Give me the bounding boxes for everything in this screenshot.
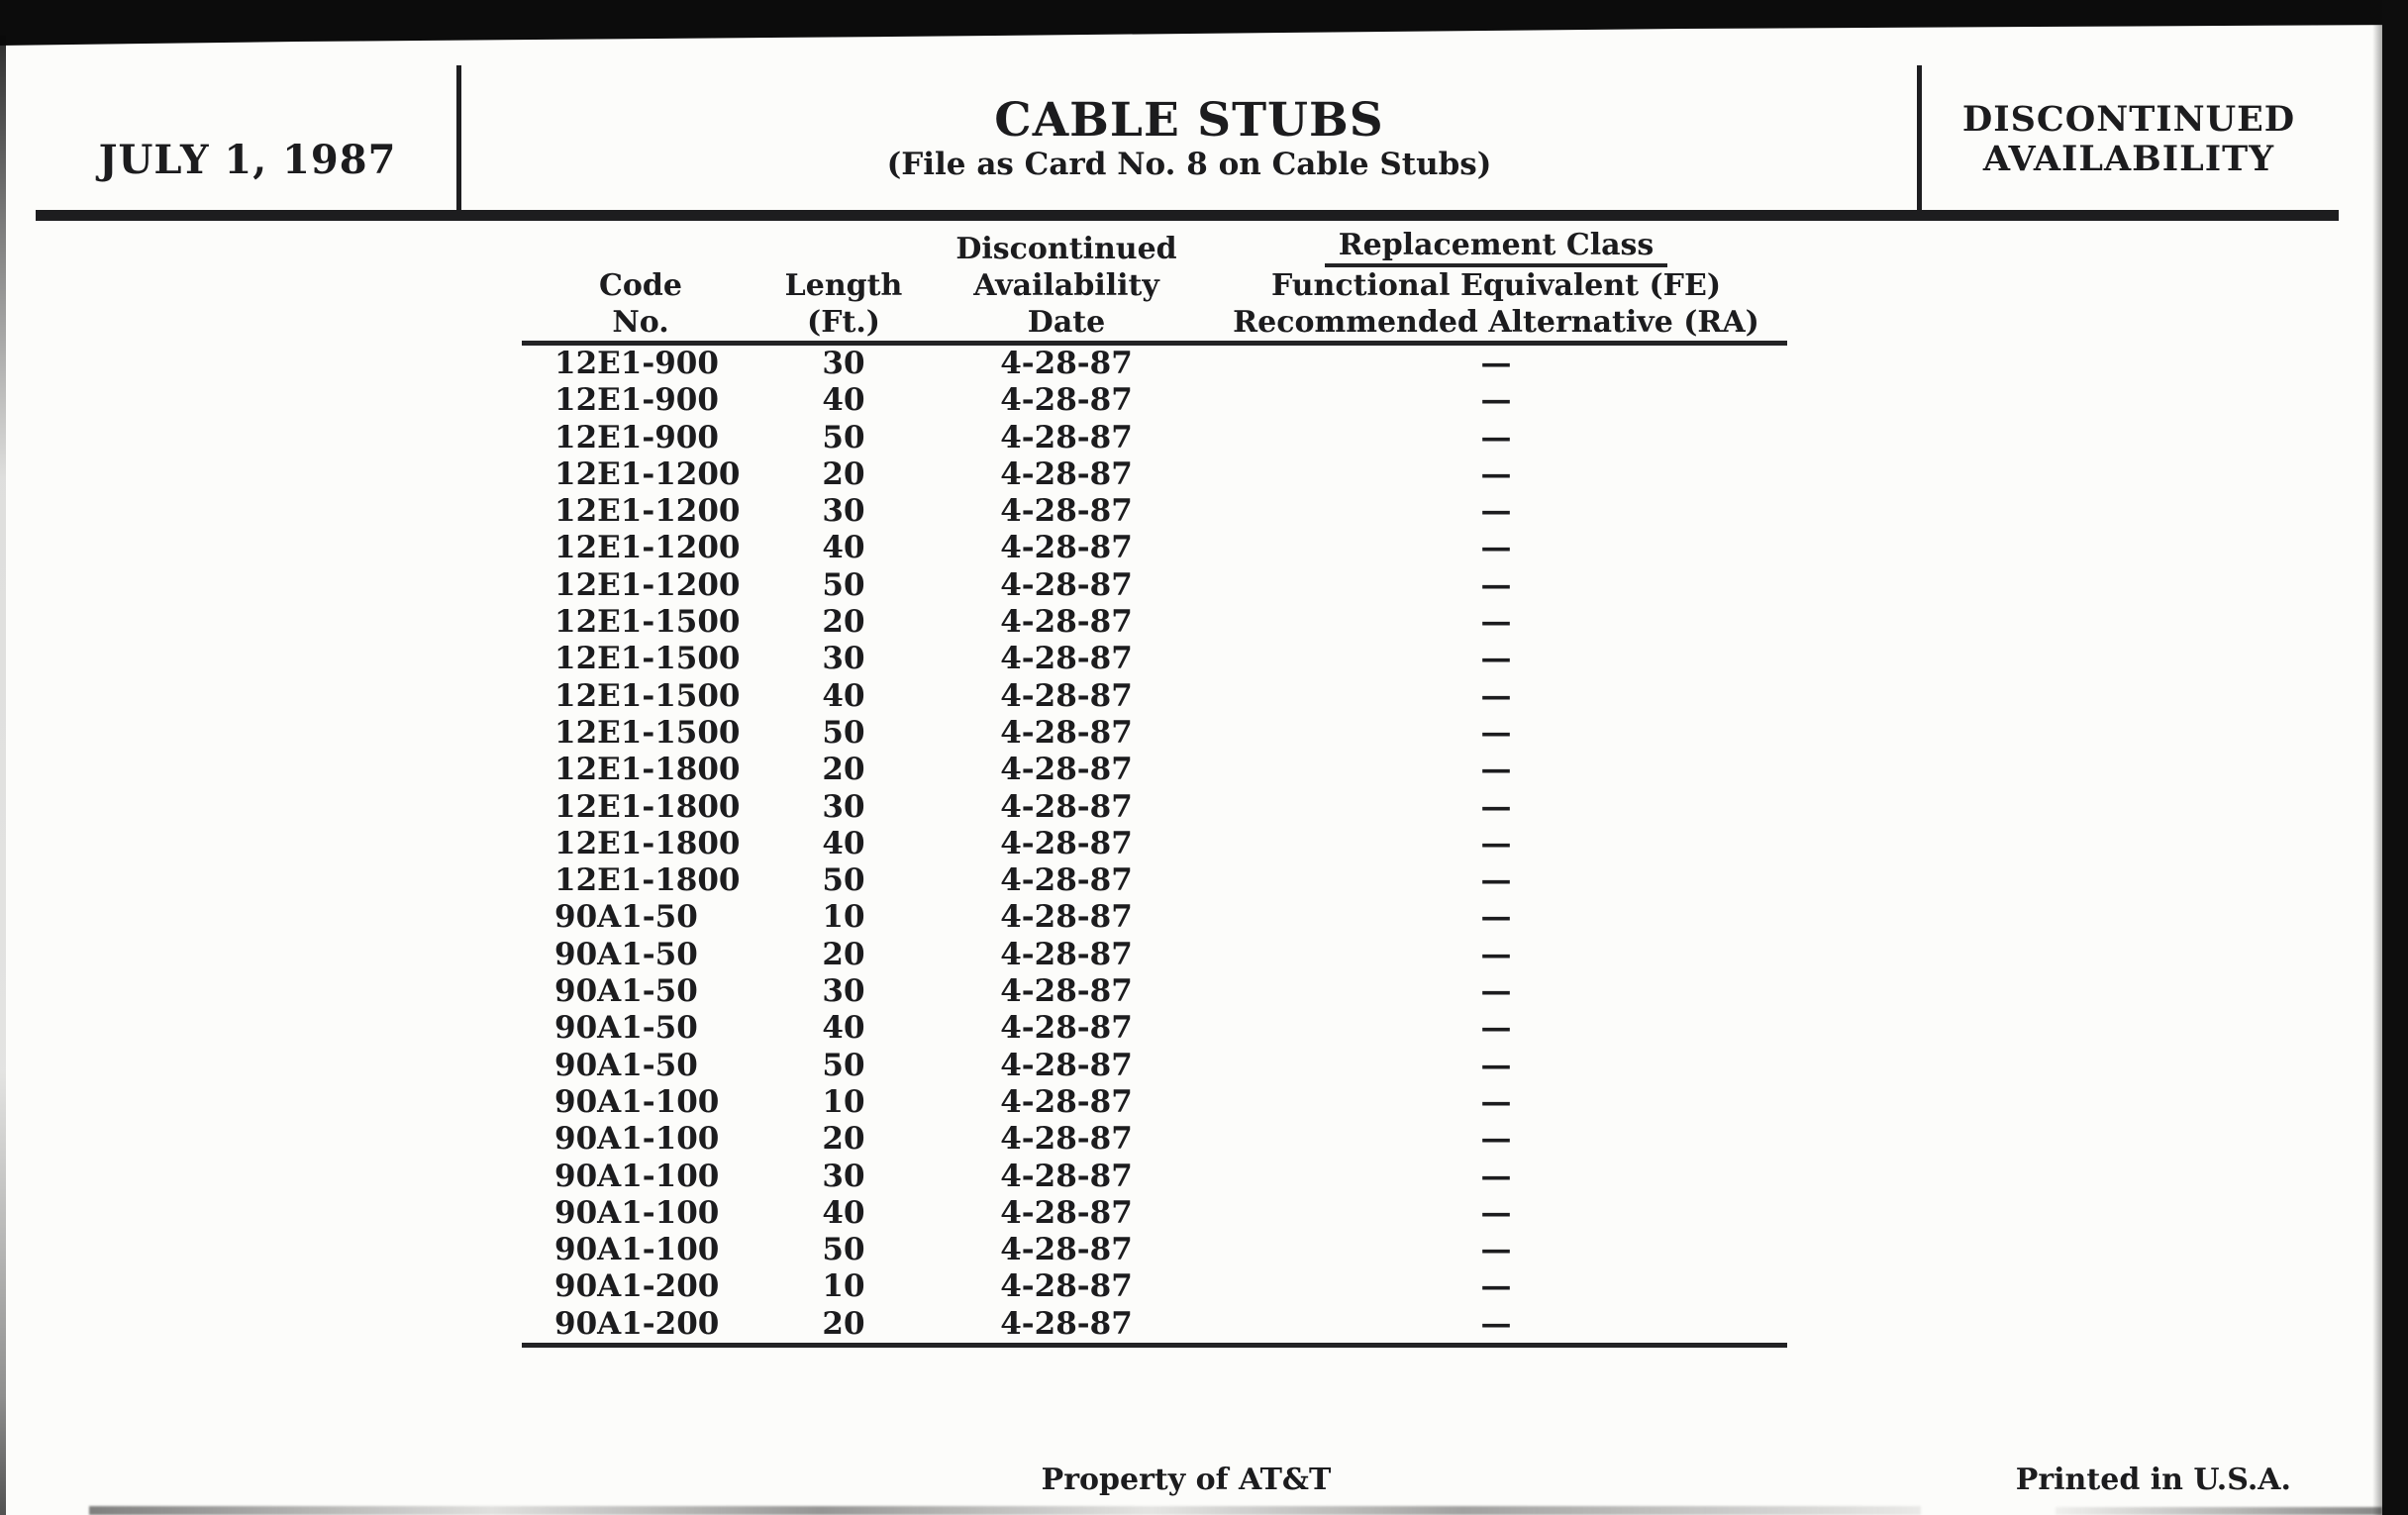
cell-date: 4-28-87: [1000, 530, 1133, 566]
cell-replacement: —: [1480, 419, 1512, 455]
table-row: [522, 899, 1787, 936]
cell-replacement: —: [1480, 346, 1512, 381]
header-code-line1: Code: [599, 268, 682, 303]
cell-replacement: —: [1480, 1232, 1512, 1268]
cell-length: 20: [822, 752, 865, 788]
cell-date: 4-28-87: [1000, 566, 1133, 603]
header-replacement-line2: Functional Equivalent (FE): [1270, 268, 1722, 303]
cell-date: 4-28-87: [1000, 1232, 1133, 1268]
cell-date: 4-28-87: [1000, 862, 1133, 899]
cell-length: 30: [822, 973, 865, 1010]
table-row: [522, 604, 1787, 641]
cell-date: 4-28-87: [1000, 714, 1133, 751]
cell-length: 10: [822, 1083, 865, 1120]
cell-date: 4-28-87: [1000, 641, 1133, 677]
cell-length: 40: [822, 677, 865, 714]
cell-replacement: —: [1480, 1268, 1512, 1305]
cell-code: 12E1-1500: [554, 677, 741, 714]
header-divider-right: [1917, 65, 1922, 211]
cell-date: 4-28-87: [1000, 752, 1133, 788]
cell-code: 90A1-100: [554, 1158, 720, 1194]
cell-code: 90A1-100: [554, 1194, 720, 1231]
column-header-length: [759, 220, 928, 341]
header-replacement-line1: Replacement Class: [1325, 227, 1668, 267]
cell-length: 50: [822, 419, 865, 455]
cell-replacement: —: [1480, 677, 1512, 714]
card-subtitle: (File as Card No. 8 on Cable Stubs): [886, 147, 1492, 182]
cell-code: 90A1-100: [554, 1121, 720, 1158]
scan-edge-bottom: [89, 1506, 1921, 1515]
cell-replacement: —: [1480, 1083, 1512, 1120]
cell-date: 4-28-87: [1000, 1305, 1133, 1342]
table-row: [522, 346, 1787, 382]
cell-date: 4-28-87: [1000, 936, 1133, 972]
cell-date: 4-28-87: [1000, 346, 1133, 381]
cell-code: 12E1-1800: [554, 788, 741, 825]
cell-length: 50: [822, 1047, 865, 1083]
cell-length: 40: [822, 1194, 865, 1231]
cell-date: 4-28-87: [1000, 1010, 1133, 1047]
card-title: CABLE STUBS: [994, 93, 1384, 148]
cell-date: 4-28-87: [1000, 1121, 1133, 1158]
cell-length: 20: [822, 936, 865, 972]
header-length-line2: (Ft.): [807, 305, 880, 340]
table-row: [522, 1084, 1787, 1121]
cell-length: 20: [822, 1305, 865, 1342]
cell-code: 12E1-1200: [554, 530, 741, 566]
cell-length: 20: [822, 455, 865, 492]
cell-length: 40: [822, 382, 865, 419]
cell-date: 4-28-87: [1000, 1158, 1133, 1194]
cell-date: 4-28-87: [1000, 382, 1133, 419]
cell-code: 90A1-50: [554, 973, 698, 1010]
cell-length: 10: [822, 899, 865, 936]
cell-replacement: —: [1480, 788, 1512, 825]
column-header-code: [522, 220, 759, 341]
table-row: [522, 826, 1787, 862]
cell-replacement: —: [1480, 493, 1512, 530]
cell-length: 30: [822, 1158, 865, 1194]
cell-length: 50: [822, 1232, 865, 1268]
column-header-replacement: [1205, 220, 1787, 341]
card-date: JULY 1, 1987: [98, 137, 397, 183]
table-row: [522, 1121, 1787, 1158]
cell-code: 90A1-50: [554, 899, 698, 936]
cell-replacement: —: [1480, 566, 1512, 603]
cell-replacement: —: [1480, 825, 1512, 861]
cell-length: 50: [822, 714, 865, 751]
table-row: [522, 1048, 1787, 1084]
cell-length: 30: [822, 788, 865, 825]
cell-replacement: —: [1480, 1305, 1512, 1342]
cell-code: 12E1-1800: [554, 862, 741, 899]
table-row: [522, 1159, 1787, 1195]
cell-date: 4-28-87: [1000, 899, 1133, 936]
cell-length: 10: [822, 1268, 865, 1305]
table-row: [522, 420, 1787, 456]
cell-replacement: —: [1480, 1010, 1512, 1047]
cell-length: 20: [822, 1121, 865, 1158]
cell-replacement: —: [1480, 899, 1512, 936]
cell-code: 12E1-1200: [554, 493, 741, 530]
cell-replacement: —: [1480, 714, 1512, 751]
cell-replacement: —: [1480, 641, 1512, 677]
cell-replacement: —: [1480, 1047, 1512, 1083]
header-replacement-line3: Recommended Alternative (RA): [1233, 305, 1759, 340]
table-row: [522, 973, 1787, 1010]
header-code-line2: No.: [612, 305, 669, 340]
cell-replacement: —: [1480, 1194, 1512, 1231]
header-date-line2: Availability: [973, 268, 1159, 303]
cell-replacement: —: [1480, 1158, 1512, 1194]
cell-replacement: —: [1480, 382, 1512, 419]
scan-edge-right-shadow: [2372, 24, 2382, 1515]
table-row: [522, 715, 1787, 752]
cell-replacement: —: [1480, 1121, 1512, 1158]
header-date-line3: Date: [1027, 305, 1106, 340]
scan-edge-bottom-right: [2056, 1507, 2382, 1515]
cell-length: 30: [822, 641, 865, 677]
cell-code: 12E1-900: [554, 346, 719, 381]
cell-replacement: —: [1480, 936, 1512, 972]
table-row: [522, 678, 1787, 715]
cell-code: 12E1-1800: [554, 752, 741, 788]
status-line-1: DISCONTINUED: [1961, 99, 2296, 140]
cell-code: 12E1-1500: [554, 604, 741, 641]
cell-code: 90A1-50: [554, 1047, 698, 1083]
availability-status: [1962, 100, 2295, 179]
table-row: [522, 382, 1787, 419]
cell-code: 12E1-1200: [554, 566, 741, 603]
cell-length: 50: [822, 862, 865, 899]
cell-replacement: —: [1480, 752, 1512, 788]
cell-length: 20: [822, 604, 865, 641]
table-row: [522, 641, 1787, 677]
cell-code: 90A1-50: [554, 936, 698, 972]
table-header: [522, 220, 1787, 346]
cell-length: 40: [822, 1010, 865, 1047]
cell-code: 12E1-1800: [554, 825, 741, 861]
cell-code: 12E1-900: [554, 419, 719, 455]
cell-code: 90A1-50: [554, 1010, 698, 1047]
table-row: [522, 456, 1787, 493]
cell-length: 30: [822, 346, 865, 381]
cell-code: 90A1-200: [554, 1305, 720, 1342]
cell-code: 12E1-1200: [554, 455, 741, 492]
cell-code: 12E1-1500: [554, 714, 741, 751]
cell-date: 4-28-87: [1000, 604, 1133, 641]
cell-code: 90A1-200: [554, 1268, 720, 1305]
header-length-line1: Length: [784, 268, 903, 303]
cell-code: 90A1-100: [554, 1083, 720, 1120]
cell-code: 90A1-100: [554, 1232, 720, 1268]
table-body: [522, 346, 1787, 1348]
cell-date: 4-28-87: [1000, 493, 1133, 530]
cell-date: 4-28-87: [1000, 1047, 1133, 1083]
cell-length: 30: [822, 493, 865, 530]
cell-date: 4-28-87: [1000, 825, 1133, 861]
scan-edge-top: [0, 0, 2408, 46]
column-header-date: [928, 220, 1205, 341]
scan-edge-left: [0, 36, 6, 1515]
cell-date: 4-28-87: [1000, 1268, 1133, 1305]
table-row: [522, 1306, 1787, 1343]
table-row: [522, 493, 1787, 530]
scan-edge-right: [2382, 0, 2408, 1515]
cell-date: 4-28-87: [1000, 455, 1133, 492]
table-row: [522, 567, 1787, 604]
table-row: [522, 937, 1787, 973]
cell-date: 4-28-87: [1000, 1194, 1133, 1231]
header-date-line1: Discontinued: [955, 232, 1177, 266]
card-title-block: [461, 93, 1917, 183]
cell-date: 4-28-87: [1000, 1083, 1133, 1120]
cell-replacement: —: [1480, 530, 1512, 566]
cell-replacement: —: [1480, 973, 1512, 1010]
cell-date: 4-28-87: [1000, 788, 1133, 825]
cell-replacement: —: [1480, 862, 1512, 899]
table-row: [522, 862, 1787, 899]
cell-replacement: —: [1480, 604, 1512, 641]
cell-length: 50: [822, 566, 865, 603]
table-row: [522, 1010, 1787, 1047]
table-row: [522, 530, 1787, 566]
table-row: [522, 1268, 1787, 1305]
status-line-2: AVAILABILITY: [1982, 139, 2275, 179]
table-row: [522, 789, 1787, 826]
cell-date: 4-28-87: [1000, 677, 1133, 714]
table-row: [522, 1195, 1787, 1232]
cell-replacement: —: [1480, 455, 1512, 492]
cell-length: 40: [822, 530, 865, 566]
cell-length: 40: [822, 825, 865, 861]
cell-date: 4-28-87: [1000, 973, 1133, 1010]
cell-code: 12E1-1500: [554, 641, 741, 677]
cell-code: 12E1-900: [554, 382, 719, 419]
cable-stubs-table: [522, 220, 1787, 1348]
property-notice: Property of AT&T: [1041, 1463, 1332, 1497]
table-row: [522, 1232, 1787, 1268]
printed-notice: Printed in U.S.A.: [2015, 1463, 2291, 1497]
cell-date: 4-28-87: [1000, 419, 1133, 455]
table-row: [522, 752, 1787, 788]
